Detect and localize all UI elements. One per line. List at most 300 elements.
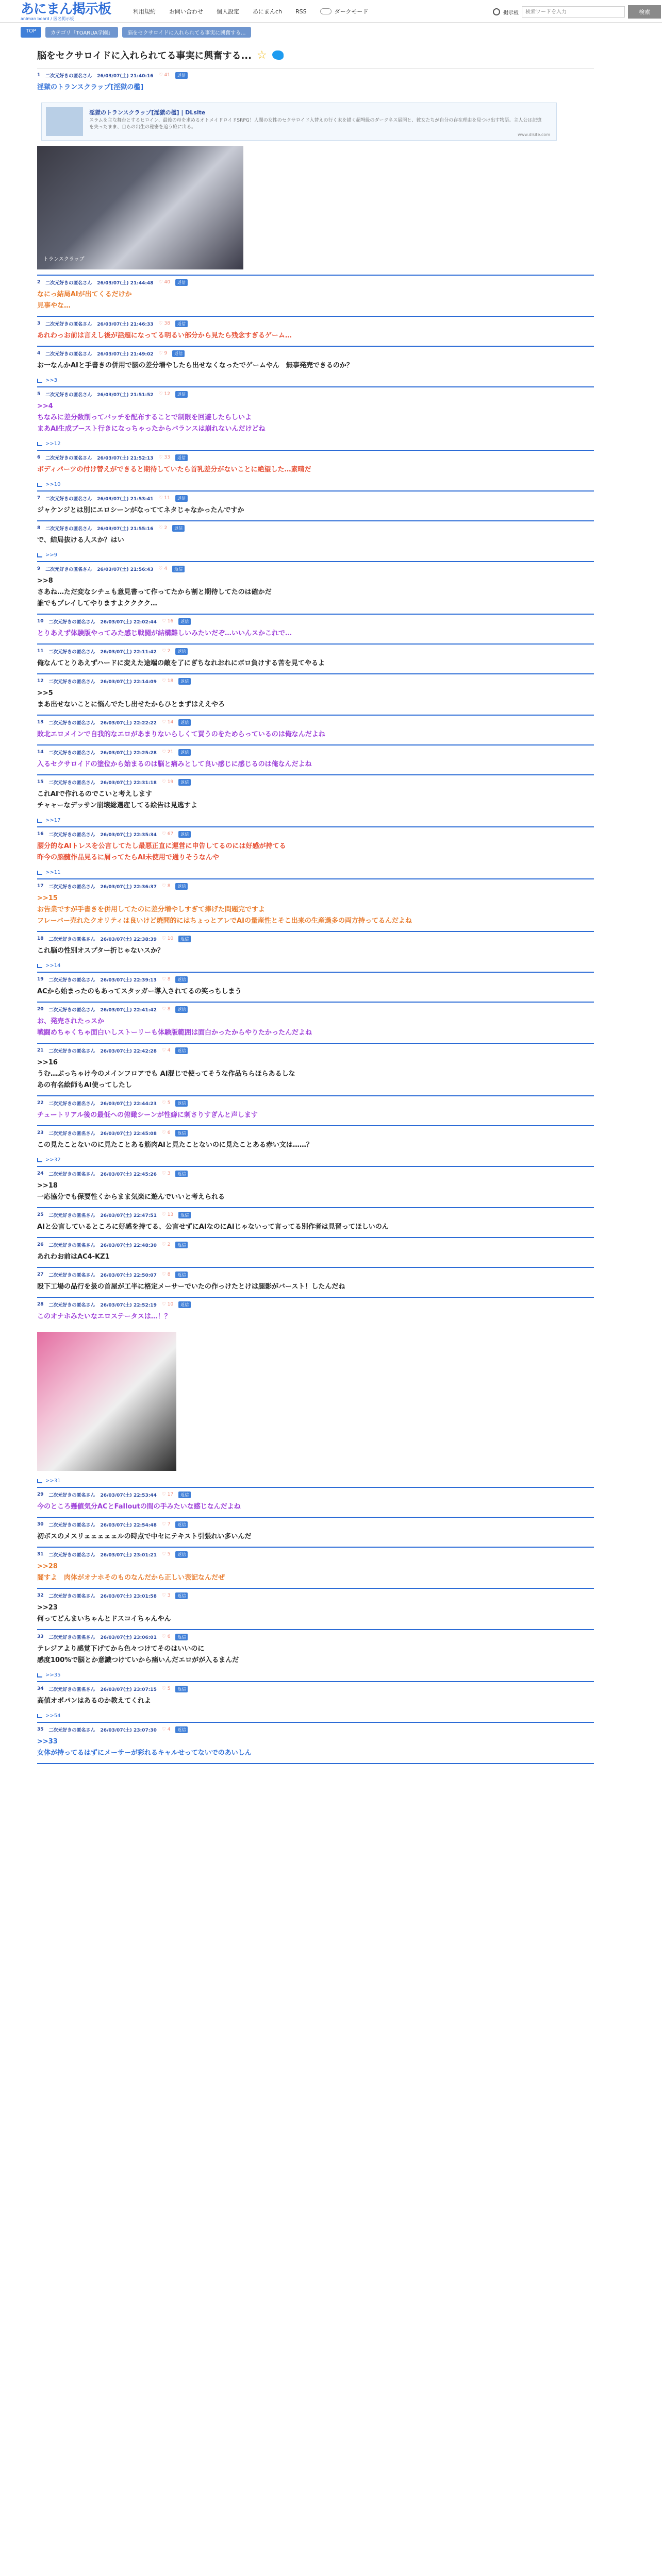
post-date: 26/03/07(土) 22:45:26	[100, 1172, 157, 1177]
post-image[interactable]	[37, 1332, 176, 1471]
reply-button[interactable]: 返信	[178, 1492, 191, 1498]
post-image[interactable]	[37, 146, 243, 269]
reply-button[interactable]: 返信	[178, 678, 191, 685]
post-number[interactable]: 20	[37, 1007, 44, 1012]
post-number[interactable]: 15	[37, 779, 44, 785]
poster-name: 二次元好きの匿名さん	[48, 780, 95, 786]
post-line: 入るセクサロイドの塗位から始まるのは脳と痛みとして良い感じに感じるのは俺なんだよね	[37, 760, 312, 768]
post-body	[37, 501, 594, 520]
post-date: 26/03/07(土) 22:42:28	[100, 1048, 157, 1054]
post-line: 感度100%で脳とか意識つけていから痛いんだエロがが入るまんだ	[37, 1656, 239, 1664]
reply-anchor-text[interactable]: >>31	[45, 1478, 61, 1484]
post-line: まあ出せないことに悩んでたし出せたからひとまずはええやろ	[37, 701, 225, 708]
post-date: 26/03/07(土) 22:02:44	[100, 619, 157, 625]
post-meta	[37, 745, 594, 755]
site-header	[0, 0, 662, 23]
post-body	[37, 889, 594, 931]
reply-button[interactable]: 返信	[178, 936, 191, 942]
post-date: 26/03/07(土) 21:56:43	[97, 567, 154, 572]
like-count[interactable]: ♡ 8	[161, 1272, 171, 1277]
post-body	[37, 1527, 594, 1547]
post-line[interactable]: >>5	[37, 689, 53, 697]
post-line: AIと公言しているところに好感を持てる、公言せずにAIなのにAIじゃないって言ってる別作者は見習ってほしいのん	[37, 1223, 389, 1231]
reply-anchor-text[interactable]: >>3	[45, 378, 58, 383]
post-number[interactable]: 11	[37, 649, 44, 654]
post-body	[37, 1217, 594, 1237]
post-meta	[37, 1682, 594, 1691]
post-line: で、結局抜ける人スか？はい	[37, 536, 124, 544]
twitter-icon[interactable]	[272, 50, 284, 60]
post-28	[37, 1298, 594, 1488]
post-number[interactable]: 19	[37, 977, 44, 982]
post-29	[37, 1488, 594, 1518]
poster-name: 二次元好きの匿名さん	[48, 679, 95, 685]
reply-anchor[interactable]	[37, 816, 594, 826]
like-count[interactable]: ♡ 12	[158, 392, 170, 397]
link-card[interactable]	[41, 103, 557, 141]
post-line: 高値オポパンはあるのか教えてくれよ	[37, 1697, 152, 1705]
crumb-thread[interactable]: 脳をセクサロイドに入れられてる事実に興奮する...	[122, 27, 251, 38]
post-line: ジャケンジとは別にエロシーンがなっててネタじゃなかったんですか	[37, 506, 244, 514]
reply-anchor-text[interactable]: >>9	[45, 552, 58, 558]
crumb-top[interactable]: TOP	[21, 27, 41, 38]
post-number[interactable]: 21	[37, 1048, 44, 1053]
reply-anchor[interactable]	[37, 376, 594, 386]
poster-name: 二次元好きの匿名さん	[48, 1635, 95, 1640]
reply-button[interactable]: 返信	[178, 831, 191, 838]
post-meta	[37, 276, 594, 285]
reply-arrow-icon	[37, 442, 42, 446]
reply-anchor-text[interactable]: >>14	[45, 963, 61, 969]
post-date: 26/03/07(土) 22:25:28	[100, 750, 157, 756]
reply-arrow-icon	[37, 819, 42, 823]
post-number[interactable]: 24	[37, 1171, 44, 1176]
like-count[interactable]: ♡ 10	[161, 936, 174, 941]
post-number[interactable]: 25	[37, 1212, 44, 1217]
post-number[interactable]: 1	[37, 73, 41, 78]
post-body	[37, 1557, 594, 1588]
poster-name: 二次元好きの匿名さん	[48, 937, 95, 942]
reply-button[interactable]: 返信	[175, 72, 188, 79]
poster-name: 二次元好きの匿名さん	[48, 649, 95, 655]
poster-name: 二次元好きの匿名さん	[48, 1007, 95, 1013]
reply-button[interactable]: 返信	[178, 1301, 191, 1308]
post-number[interactable]: 33	[37, 1634, 44, 1639]
post-body	[37, 982, 594, 1002]
post-body	[37, 1136, 594, 1155]
like-count[interactable]: ♡ 13	[161, 1212, 174, 1217]
poster-name: 二次元好きの匿名さん	[48, 619, 95, 625]
reply-anchor[interactable]	[37, 868, 594, 878]
star-icon[interactable]: ☆	[256, 48, 267, 62]
reply-anchor[interactable]	[37, 1476, 594, 1487]
post-line: 見事やな…	[37, 302, 71, 310]
post-body	[37, 624, 594, 643]
reply-anchor-text[interactable]: >>12	[45, 441, 61, 447]
reply-button[interactable]: 返信	[175, 1521, 188, 1528]
post-line: あれわお前はAC4-KZ1	[37, 1253, 110, 1261]
like-count[interactable]: ♡ 4	[161, 1048, 171, 1053]
reply-button[interactable]: 返信	[178, 779, 191, 786]
reply-button[interactable]: 返信	[175, 454, 188, 461]
post-18	[37, 932, 594, 973]
like-count[interactable]: ♡ 5	[161, 1100, 171, 1106]
post-line: 俺なんてとりあえずハードに変えた途端の敵を了にぎちなれおれにボロ負けする苦を見てやるよ	[37, 659, 325, 667]
post-line: フレーバー売れたクオリティは良いけど焼問的にはちょっとアレでAIの量産性とそこ出来の生産過多の両方持ってるんだよね	[37, 917, 412, 925]
reply-button[interactable]: 返信	[175, 1100, 188, 1107]
post-body	[37, 1691, 594, 1711]
post-line[interactable]: >>16	[37, 1059, 58, 1066]
post-body	[37, 785, 594, 816]
post-meta	[37, 317, 594, 326]
poster-name: 二次元好きの匿名さん	[45, 455, 92, 461]
reply-button[interactable]: 返信	[175, 883, 188, 890]
poster-name: 二次元好きの匿名さん	[45, 392, 92, 398]
reply-button[interactable]: 返信	[172, 566, 185, 572]
post-body	[37, 1012, 594, 1043]
poster-name: 二次元好きの匿名さん	[45, 496, 92, 502]
post-number[interactable]: 35	[37, 1727, 44, 1732]
poster-name: 二次元好きの匿名さん	[45, 280, 92, 286]
post-6	[37, 451, 594, 492]
reply-button[interactable]: 返信	[175, 976, 188, 983]
reply-anchor-text[interactable]: >>10	[45, 482, 61, 487]
post-number[interactable]: 32	[37, 1593, 44, 1598]
dark-mode-toggle[interactable]	[320, 7, 369, 15]
poster-name: 二次元好きの匿名さん	[48, 1727, 95, 1733]
post-meta	[37, 387, 594, 397]
post-number[interactable]: 26	[37, 1242, 44, 1247]
poster-name: 二次元好きの匿名さん	[48, 1552, 95, 1558]
reply-button[interactable]: 返信	[175, 1242, 188, 1248]
post-meta	[37, 615, 594, 624]
reply-arrow-icon	[37, 1479, 42, 1483]
post-date: 26/03/07(土) 23:07:30	[100, 1727, 157, 1733]
reply-button[interactable]: 返信	[175, 320, 188, 327]
like-count[interactable]: ♡ 11	[158, 496, 170, 501]
like-count[interactable]: ♡ 40	[158, 280, 170, 285]
post-date: 26/03/07(土) 21:40:16	[97, 73, 154, 79]
like-count[interactable]: ♡ 2	[161, 649, 171, 654]
like-count[interactable]: ♡ 5	[161, 1686, 171, 1691]
nav-animanch[interactable]: あにまんch	[253, 8, 283, 15]
post-15	[37, 775, 594, 827]
post-date: 26/03/07(土) 21:51:52	[97, 392, 154, 398]
post-meta	[37, 716, 594, 725]
post-body	[37, 326, 594, 346]
reply-button[interactable]: 返信	[175, 495, 188, 502]
post-number[interactable]: 4	[37, 351, 41, 356]
reply-anchor[interactable]	[37, 1670, 594, 1681]
like-count[interactable]: ♡ 2	[161, 1242, 171, 1247]
poster-name: 二次元好きの匿名さん	[45, 321, 92, 327]
post-number[interactable]: 29	[37, 1492, 44, 1497]
reply-button[interactable]: 返信	[175, 1726, 188, 1733]
reply-arrow-icon	[37, 483, 42, 487]
post-body	[37, 1053, 594, 1095]
poster-name: 二次元好きの匿名さん	[48, 1172, 95, 1177]
post-body	[37, 1732, 594, 1763]
post-number[interactable]: 9	[37, 566, 41, 571]
reply-anchor-text[interactable]: >>11	[45, 870, 61, 875]
reply-button[interactable]: 返信	[178, 618, 191, 625]
like-count[interactable]: ♡ 16	[161, 619, 174, 624]
like-count[interactable]: ♡ 21	[161, 750, 174, 755]
link-card-url: www.dlsite.com	[518, 132, 550, 137]
site-logo[interactable]	[21, 2, 111, 22]
post-number[interactable]: 31	[37, 1552, 44, 1557]
post-line: これAIで作れるのでこいと考えします	[37, 790, 152, 798]
like-count[interactable]: ♡ 41	[158, 73, 170, 78]
reply-anchor[interactable]	[37, 1711, 594, 1722]
like-count[interactable]: ♡ 6	[161, 1634, 171, 1639]
logo-subtext: animan board / 匿名掲示板	[21, 16, 74, 21]
nav-rss[interactable]: RSS	[295, 8, 307, 15]
post-line[interactable]: >>28	[37, 1563, 58, 1570]
post-body	[37, 397, 594, 439]
thread-content	[37, 46, 594, 1764]
reply-button[interactable]: 返信	[175, 279, 188, 286]
post-line: さあね…ただ変なシチュも意見書って作ってたから割と期待してたのは確かだ	[37, 588, 272, 596]
post-meta	[37, 879, 594, 889]
post-meta	[37, 1548, 594, 1557]
post-line: 腰分的なAIトレスを公言してたし最悪正直に運営に申告してるのには好感が持てる	[37, 842, 286, 850]
like-count[interactable]: ♡ 7	[161, 1522, 171, 1527]
post-meta	[37, 1003, 594, 1012]
post-21	[37, 1044, 594, 1096]
post-body	[37, 356, 594, 376]
post-10	[37, 615, 594, 645]
reply-button[interactable]: 返信	[172, 525, 185, 532]
post-date: 26/03/07(土) 21:44:48	[97, 280, 154, 286]
like-count[interactable]: ♡ 38	[158, 321, 170, 326]
poster-name: 二次元好きの匿名さん	[48, 1493, 95, 1498]
post-number[interactable]: 23	[37, 1130, 44, 1136]
post-line: 何ってどんまいちゃんとドスコイちゃんやん	[37, 1615, 171, 1623]
post-date: 26/03/07(土) 22:52:19	[100, 1302, 157, 1308]
post-line[interactable]: >>4	[37, 402, 53, 410]
post-line: お一なんかAIと手書きの併用で脳の差分増やしたら出せなくなったでゲームやん 無事発売できるのか？	[37, 362, 353, 369]
reply-button[interactable]: 返信	[175, 1634, 188, 1640]
post-line[interactable]: >>8	[37, 577, 53, 585]
post-line: テレジアより感覚下げてから色々つけてそのはいいのに	[37, 1645, 205, 1653]
post-19	[37, 973, 594, 1003]
like-count[interactable]: ♡ 3	[161, 1171, 171, 1176]
reply-button[interactable]: 返信	[175, 1047, 188, 1054]
post-26	[37, 1238, 594, 1268]
reply-button[interactable]: 返信	[175, 1171, 188, 1177]
reply-anchor-text[interactable]: >>54	[45, 1713, 61, 1719]
reply-arrow-icon	[37, 871, 42, 875]
like-count[interactable]: ♡ 8	[161, 1007, 171, 1012]
post-meta	[37, 69, 594, 78]
post-line: うむ…ぶっちゃけ今のメインフロアでも AI混じで使ってそうな作品ちらほらあるしな	[37, 1070, 295, 1078]
search-icon	[493, 8, 500, 15]
post-number[interactable]: 34	[37, 1686, 44, 1691]
poster-name: 二次元好きの匿名さん	[48, 720, 95, 726]
post-date: 26/03/07(土) 22:47:51	[100, 1213, 157, 1218]
reply-button[interactable]: 返信	[178, 749, 191, 756]
post-number[interactable]: 28	[37, 1302, 44, 1307]
post-24	[37, 1167, 594, 1208]
image-caption: トランスクラップ	[43, 257, 85, 262]
like-count[interactable]: ♡ 19	[161, 779, 174, 785]
post-date: 26/03/07(土) 21:46:33	[97, 321, 154, 327]
post-number[interactable]: 16	[37, 832, 44, 837]
post-number[interactable]: 17	[37, 884, 44, 889]
poster-name: 二次元好きの匿名さん	[48, 1101, 95, 1107]
post-meta	[37, 775, 594, 785]
reply-button[interactable]: 返信	[175, 1686, 188, 1692]
post-line: ちなみに差分数削ってバッチを配布することで制限を回避したらしいよ	[37, 414, 252, 421]
reply-button[interactable]: 返信	[178, 1212, 191, 1218]
post-line[interactable]: >>15	[37, 894, 58, 902]
crumb-category[interactable]: カテゴリ「TOARUA学園」	[45, 27, 118, 38]
post-22	[37, 1096, 594, 1126]
reply-button[interactable]: 返信	[175, 648, 188, 655]
link-card-thumbnail	[46, 107, 83, 136]
post-number[interactable]: 12	[37, 679, 44, 684]
search-button[interactable]: 検索	[628, 5, 661, 19]
post-line: ACから始まったのもあってスタッガー導入されてるの笑っちしまう	[37, 988, 242, 995]
reply-button[interactable]: 返信	[175, 391, 188, 398]
post-line[interactable]: >>23	[37, 1604, 58, 1612]
like-count[interactable]: ♡ 4	[158, 566, 168, 571]
post-number[interactable]: 10	[37, 619, 44, 624]
post-date: 26/03/07(土) 21:55:16	[97, 526, 154, 532]
post-number[interactable]: 3	[37, 321, 41, 326]
like-count[interactable]: ♡ 18	[161, 679, 174, 684]
post-date: 26/03/07(土) 21:52:13	[97, 455, 154, 461]
post-30	[37, 1518, 594, 1548]
reply-button[interactable]: 返信	[175, 1551, 188, 1558]
post-number[interactable]: 8	[37, 526, 41, 531]
like-count[interactable]: ♡ 5	[161, 1552, 171, 1557]
poster-name: 二次元好きの匿名さん	[48, 1213, 95, 1218]
post-number[interactable]: 27	[37, 1272, 44, 1277]
like-count[interactable]: ♡ 10	[161, 1302, 174, 1307]
poster-name: 二次元好きの匿名さん	[45, 351, 92, 357]
poster-name: 二次元好きの匿名さん	[45, 526, 92, 532]
reply-button[interactable]: 返信	[172, 350, 185, 357]
post-date: 26/03/07(土) 22:14:09	[100, 679, 157, 685]
post-meta	[37, 562, 594, 571]
like-count[interactable]: ♡ 33	[158, 455, 170, 460]
like-count[interactable]: ♡ 3	[161, 1593, 171, 1598]
post-1	[37, 69, 594, 276]
toggle-switch-icon[interactable]	[320, 8, 332, 14]
dark-mode-label: ダークモード	[334, 8, 369, 15]
reply-arrow-icon	[37, 1714, 42, 1718]
post-number[interactable]: 13	[37, 720, 44, 725]
post-body	[37, 1639, 594, 1670]
nav-contact[interactable]: お問い合わせ	[169, 8, 203, 15]
post-number[interactable]: 14	[37, 750, 44, 755]
reply-anchor[interactable]	[37, 1155, 594, 1166]
poster-name: 二次元好きの匿名さん	[48, 1594, 95, 1599]
post-line: 一応協分でも保要性くからまま気楽に遊んでいいと考えられる	[37, 1193, 225, 1201]
post-date: 26/03/07(土) 23:01:21	[100, 1552, 157, 1558]
post-meta	[37, 1096, 594, 1106]
post-line: チャャーなデッサン崩壊総選産してる絵告は見逃すよ	[37, 802, 197, 809]
like-count[interactable]: ♡ 9	[158, 351, 168, 356]
like-count[interactable]: ♡ 2	[158, 526, 168, 531]
nav-terms[interactable]: 利用規約	[133, 8, 156, 15]
post-number[interactable]: 2	[37, 280, 41, 285]
reply-button[interactable]: 返信	[175, 1006, 188, 1013]
post-12	[37, 674, 594, 716]
post-line[interactable]: >>33	[37, 1738, 58, 1745]
reply-button[interactable]: 返信	[175, 1130, 188, 1137]
poster-name: 二次元好きの匿名さん	[48, 1302, 95, 1308]
post-number[interactable]: 7	[37, 496, 41, 501]
reply-anchor[interactable]	[37, 961, 594, 972]
like-count[interactable]: ♡ 4	[161, 1727, 171, 1732]
reply-anchor-text[interactable]: >>35	[45, 1672, 61, 1678]
post-date: 26/03/07(土) 22:22:22	[100, 720, 157, 726]
search-scope[interactable]: 掲示板	[503, 10, 519, 16]
like-count[interactable]: ♡ 8	[161, 977, 171, 982]
reply-button[interactable]: 返信	[178, 719, 191, 726]
post-line: この見たことないのに見たことある筋肉AIと見たことないのに見たことある赤い文は……？	[37, 1141, 313, 1149]
poster-name: 二次元好きの匿名さん	[45, 73, 92, 79]
post-number[interactable]: 30	[37, 1522, 44, 1527]
like-count[interactable]: ♡ 67	[161, 832, 174, 837]
post-line: お告業ですが手書きを併用してたのに差分増やしすぎて捧げた問題完ですよ	[37, 906, 266, 913]
post-meta	[37, 1589, 594, 1598]
post-line: このオナホみたいなエロステータスは…！？	[37, 1313, 171, 1320]
post-line: 誰でもプレイしてやりますよクククク…	[37, 600, 157, 607]
post-number[interactable]: 5	[37, 392, 41, 397]
top-nav	[133, 7, 368, 15]
nav-settings[interactable]: 個人設定	[217, 8, 239, 15]
reply-anchor[interactable]	[37, 439, 594, 450]
reply-anchor-text[interactable]: >>17	[45, 818, 61, 823]
post-14	[37, 745, 594, 775]
reply-anchor[interactable]	[37, 550, 594, 561]
post-2	[37, 276, 594, 317]
post-date: 26/03/07(土) 22:54:48	[100, 1522, 157, 1528]
post-meta	[37, 1630, 594, 1639]
post-body	[37, 460, 594, 480]
like-count[interactable]: ♡ 14	[161, 720, 174, 725]
reply-anchor[interactable]	[37, 480, 594, 490]
search-input[interactable]	[522, 6, 625, 18]
post-number[interactable]: 6	[37, 455, 41, 460]
post-line[interactable]: >>18	[37, 1182, 58, 1190]
post-meta	[37, 1167, 594, 1176]
reply-button[interactable]: 返信	[175, 1272, 188, 1278]
post-body	[37, 1247, 594, 1267]
reply-anchor-text[interactable]: >>32	[45, 1157, 61, 1163]
post-meta	[37, 932, 594, 941]
post-number[interactable]: 18	[37, 936, 44, 941]
page-title: 脳をセクサロイドに入れられてる事実に興奮する...	[37, 50, 252, 61]
reply-button[interactable]: 返信	[175, 1592, 188, 1599]
like-count[interactable]: ♡ 8	[161, 884, 171, 889]
post-body: 淫獄のトランスクラップ[淫獄の檻]	[37, 83, 144, 91]
link-card-title[interactable]: 淫獄のトランスクラップ[淫獄の檻] | DLsite	[89, 109, 206, 116]
poster-name: 二次元好きの匿名さん	[45, 567, 92, 572]
post-11	[37, 645, 594, 674]
post-body	[37, 1307, 594, 1327]
post-meta	[37, 674, 594, 684]
like-count[interactable]: ♡ 6	[161, 1130, 171, 1136]
post-number[interactable]: 22	[37, 1100, 44, 1106]
post-body	[37, 1176, 594, 1207]
post-meta	[37, 347, 594, 356]
like-count[interactable]: ♡ 17	[161, 1492, 174, 1497]
